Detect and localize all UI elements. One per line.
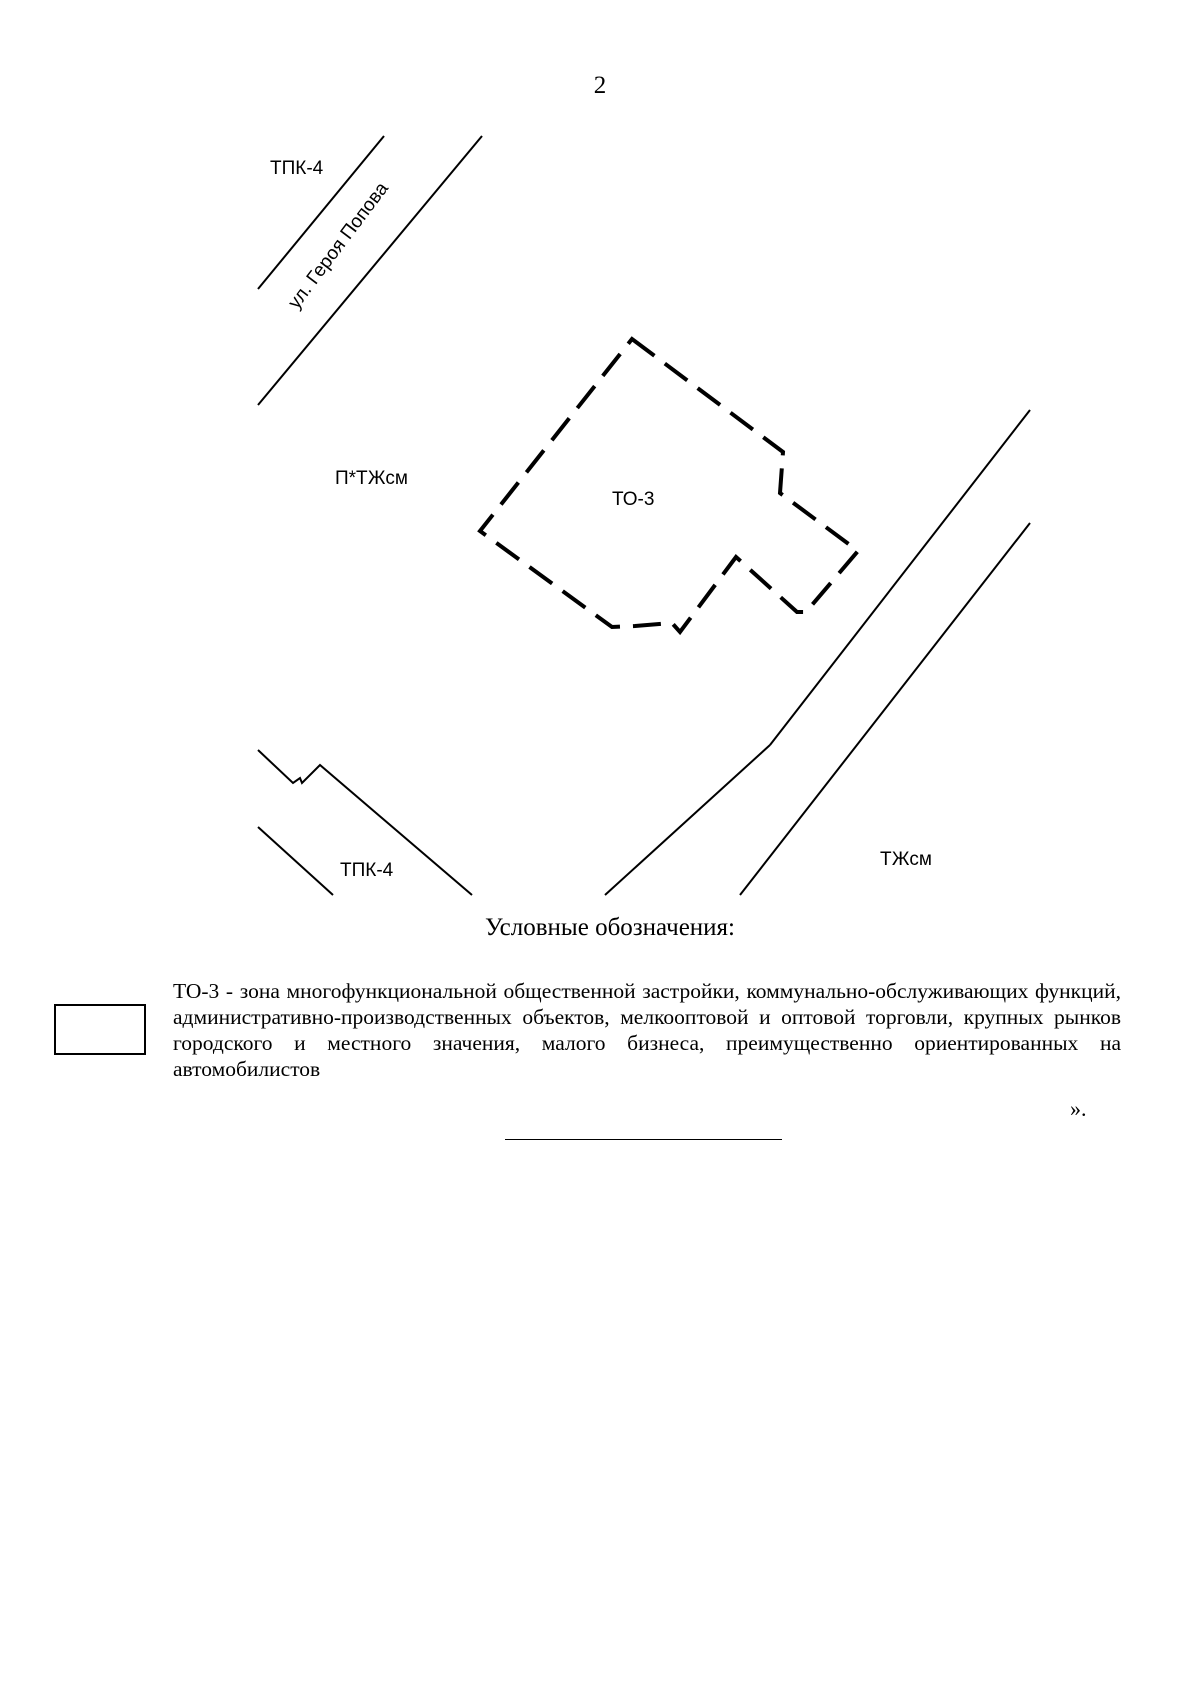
road-line-outer [740, 523, 1030, 895]
legend-swatch [54, 1004, 146, 1055]
road-line-inner-upper [770, 410, 1030, 745]
lower-left-line [258, 827, 333, 895]
legend-entry-text: ТО-3 - зона многофункциональной общественной застройки, коммунально-обслуживающих функций, административно-производственных объектов, мелкооптовой и оптовой торговли, крупных рынков городского и местного значения, малого бизнеса, преимущественно ориентированных на автомобилистов [173, 979, 1121, 1081]
page-number: 2 [593, 72, 607, 99]
closing-quote: ». [1070, 1096, 1087, 1121]
legend-title: Условные обозначения: [484, 914, 736, 941]
to3-zone-boundary [480, 339, 858, 632]
label-tzhsm: ТЖсм [880, 849, 932, 870]
label-street: ул. Героя Попова [284, 178, 393, 314]
end-rule [505, 1139, 782, 1140]
label-zone-to3: ТО-3 [612, 489, 655, 510]
road-line-inner [605, 745, 770, 895]
label-tpk4-bottom: ТПК-4 [340, 860, 394, 881]
label-pzh: П*ТЖсм [335, 468, 408, 489]
label-tpk4-top: ТПК-4 [270, 158, 324, 179]
